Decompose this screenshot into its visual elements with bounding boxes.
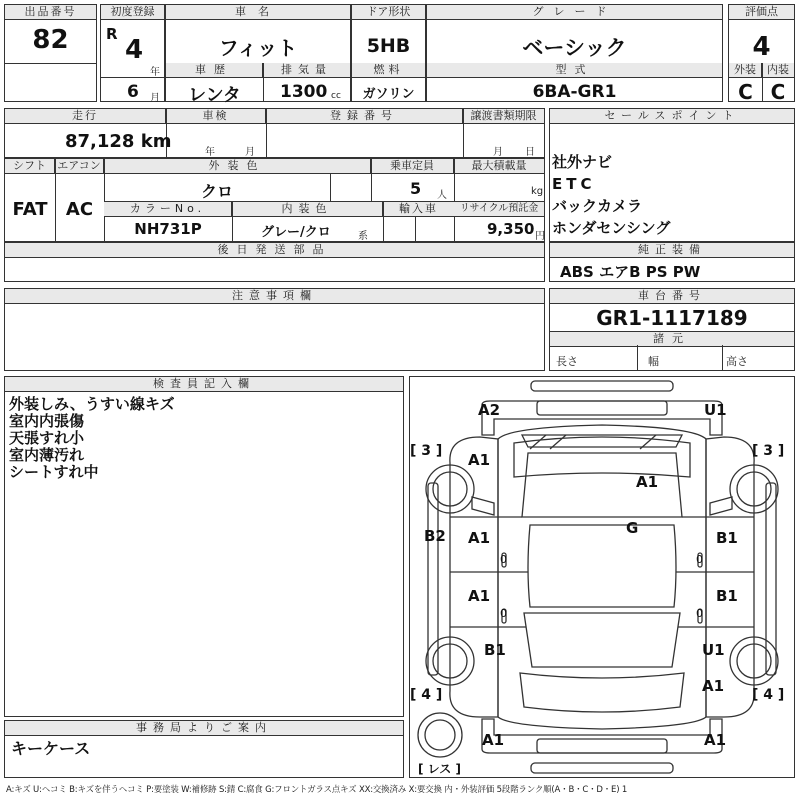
fuel-header: 燃料 bbox=[352, 63, 425, 78]
inspector-box bbox=[4, 376, 404, 717]
mark-b1-left-rear: B1 bbox=[484, 641, 506, 659]
grade-header: グレード bbox=[427, 5, 722, 20]
inspection-header: 車検 bbox=[166, 109, 266, 124]
capacity-unit: 人 bbox=[437, 190, 447, 201]
int-color-suffix: 系 bbox=[358, 231, 368, 242]
sales-points-header: セールスポイント bbox=[550, 109, 794, 124]
inspector-line-0: 外装しみ、うすい線キズ bbox=[9, 395, 175, 413]
spec-block bbox=[4, 158, 545, 242]
inspection-month-unit: 月 bbox=[245, 147, 255, 158]
color-no-header: カラーNo. bbox=[104, 202, 232, 217]
mileage-header: 走行 bbox=[5, 109, 166, 124]
lot-number: 82 bbox=[32, 25, 69, 55]
max-load-unit: kg bbox=[531, 186, 544, 197]
first-reg-box bbox=[100, 4, 165, 102]
mark-zero-left-1: 0 bbox=[500, 553, 507, 566]
inspector-header: 検査員記入欄 bbox=[5, 377, 403, 392]
displacement-header: 排気量 bbox=[263, 63, 350, 78]
sales-point-2: バックカメラ bbox=[552, 197, 643, 215]
aircon-header: エアコン bbox=[55, 159, 104, 174]
transfer-month-unit: 月 bbox=[493, 147, 503, 158]
inspector-line-2: 天張すれ小 bbox=[9, 429, 85, 447]
mark-a1-left-door2: A1 bbox=[468, 587, 491, 605]
car-name-header: 車名 bbox=[166, 5, 350, 20]
sales-points-box bbox=[549, 108, 795, 242]
mark-b1-right-door2: B1 bbox=[716, 587, 738, 605]
transfer-header: 譲渡書類期限 bbox=[463, 109, 544, 124]
capacity-value: 5 bbox=[410, 179, 422, 198]
sales-point-1: ETC bbox=[552, 175, 596, 193]
first-reg-month: 6 bbox=[127, 82, 139, 102]
transfer-day-unit: 日 bbox=[525, 147, 535, 158]
caution-box bbox=[4, 288, 545, 371]
tire-rear-left: [ 4 ] bbox=[410, 687, 443, 703]
sales-point-3: ホンダセンシング bbox=[552, 219, 671, 237]
capacity-header: 乗車定員 bbox=[371, 159, 454, 174]
inspector-line-3: 室内薄汚れ bbox=[9, 446, 85, 464]
mileage-row bbox=[4, 108, 545, 158]
ext-header: 外装 bbox=[729, 63, 762, 78]
inspector-line-4: シートすれ中 bbox=[9, 463, 99, 481]
first-reg-year-unit: 年 bbox=[150, 67, 160, 78]
int-value: C bbox=[770, 80, 786, 104]
int-header: 内装 bbox=[762, 63, 794, 78]
mark-a1-right-rear: A1 bbox=[702, 677, 725, 695]
door-header: ドア形状 bbox=[352, 5, 425, 20]
ext-color-value: クロ bbox=[200, 182, 233, 201]
model-header: 型式 bbox=[427, 63, 722, 78]
tire-spare: [ レス ] bbox=[418, 762, 461, 776]
inspector-line-1: 室内内張傷 bbox=[9, 412, 85, 430]
import-header: 輸入車 bbox=[383, 202, 454, 217]
recycle-value: 9,350 bbox=[487, 220, 535, 238]
model-value: 6BA-GR1 bbox=[532, 82, 617, 102]
office-header: 事務局よりご案内 bbox=[5, 721, 403, 736]
history-value: レンタ bbox=[188, 85, 241, 106]
mark-u1-top: U1 bbox=[704, 401, 727, 419]
mark-zero-left-2: 0 bbox=[500, 607, 507, 620]
door-box bbox=[351, 4, 426, 102]
equipment-value: ABS エアB PS PW bbox=[560, 263, 701, 281]
office-box bbox=[4, 720, 404, 778]
mark-a1-bottom-left: A1 bbox=[482, 731, 505, 749]
recycle-unit: 円 bbox=[535, 231, 545, 242]
mark-g: G bbox=[626, 519, 639, 537]
int-color-header: 内装色 bbox=[232, 202, 383, 217]
color-no-value: NH731P bbox=[134, 220, 202, 238]
equipment-box bbox=[549, 242, 795, 282]
inspection-year-unit: 年 bbox=[205, 147, 215, 158]
reg-number-header: 登録番号 bbox=[266, 109, 463, 124]
grade-value: ベーシック bbox=[522, 36, 627, 60]
fuel-value: ガソリン bbox=[362, 87, 415, 102]
tire-rear-right: [ 4 ] bbox=[752, 687, 785, 703]
spec-height-label: 高さ bbox=[726, 355, 748, 368]
office-value: キーケース bbox=[11, 739, 91, 758]
chassis-box bbox=[549, 288, 795, 371]
max-load-header: 最大積載量 bbox=[454, 159, 544, 174]
sales-point-0: 社外ナビ bbox=[552, 153, 613, 171]
chassis-value: GR1-1117189 bbox=[596, 306, 748, 330]
spec-length-label: 長さ bbox=[556, 355, 578, 368]
mark-u1-right-rear: U1 bbox=[702, 641, 725, 659]
score-header: 評価点 bbox=[729, 5, 794, 20]
shift-header: シフト bbox=[5, 159, 55, 174]
car-diagram bbox=[410, 377, 794, 777]
shift-value: FAT bbox=[12, 199, 48, 220]
mark-a2: A2 bbox=[478, 401, 501, 419]
chassis-header: 車台番号 bbox=[550, 289, 794, 304]
mileage-value: 87,128 km bbox=[65, 131, 172, 152]
door-value: 5HB bbox=[366, 35, 411, 57]
displacement-value: 1300 bbox=[280, 82, 328, 102]
car-diagram-box bbox=[409, 376, 795, 778]
mark-zero-right-1: 0 bbox=[696, 553, 703, 566]
tire-front-right: [ 3 ] bbox=[752, 443, 785, 459]
spec-width-label: 幅 bbox=[648, 355, 659, 368]
first-reg-month-unit: 月 bbox=[150, 93, 160, 104]
legend: A:キズ U:ヘコミ B:キズを伴うヘコミ P:要塗装 W:補修跡 S:錆 C:腐食 G:フロントガラス点キズ XX:交換済み X:要交換 内・外装評価 5段階ランク順(A・B・C・D・E) 1 bbox=[6, 785, 628, 795]
mark-a1-left-front: A1 bbox=[468, 451, 491, 469]
mark-b2: B2 bbox=[424, 527, 446, 545]
lot-box bbox=[4, 4, 97, 102]
specs-header: 諸元 bbox=[550, 331, 794, 347]
mark-b1-right-door1: B1 bbox=[716, 529, 738, 547]
mark-zero-right-2: 0 bbox=[696, 607, 703, 620]
history-header: 車歴 bbox=[166, 63, 263, 78]
first-reg-year: 4 bbox=[125, 35, 144, 65]
score-value: 4 bbox=[752, 32, 771, 62]
later-parts-header: 後日発送部品 bbox=[5, 243, 544, 258]
car-name-value: フィット bbox=[218, 36, 298, 60]
lot-header: 出品番号 bbox=[5, 5, 96, 20]
first-reg-header: 初度登録 bbox=[101, 5, 164, 20]
later-parts-box bbox=[4, 242, 545, 282]
aircon-value: AC bbox=[65, 199, 94, 220]
mark-a1-hood: A1 bbox=[636, 473, 659, 491]
recycle-header: リサイクル預託金 bbox=[454, 202, 544, 217]
int-color-value: グレー/クロ bbox=[261, 225, 331, 240]
tire-front-left: [ 3 ] bbox=[410, 443, 443, 459]
grade-box bbox=[426, 4, 723, 102]
score-box bbox=[728, 4, 795, 102]
equipment-header: 純正装備 bbox=[550, 243, 794, 258]
ext-value: C bbox=[738, 80, 753, 104]
first-reg-era: R bbox=[106, 25, 118, 43]
ext-color-header: 外装色 bbox=[104, 159, 371, 174]
displacement-unit: cc bbox=[331, 91, 341, 101]
mark-a1-bottom-right: A1 bbox=[704, 731, 727, 749]
mark-a1-left-door1: A1 bbox=[468, 529, 491, 547]
car-name-box bbox=[165, 4, 351, 106]
caution-header: 注意事項欄 bbox=[5, 289, 544, 304]
